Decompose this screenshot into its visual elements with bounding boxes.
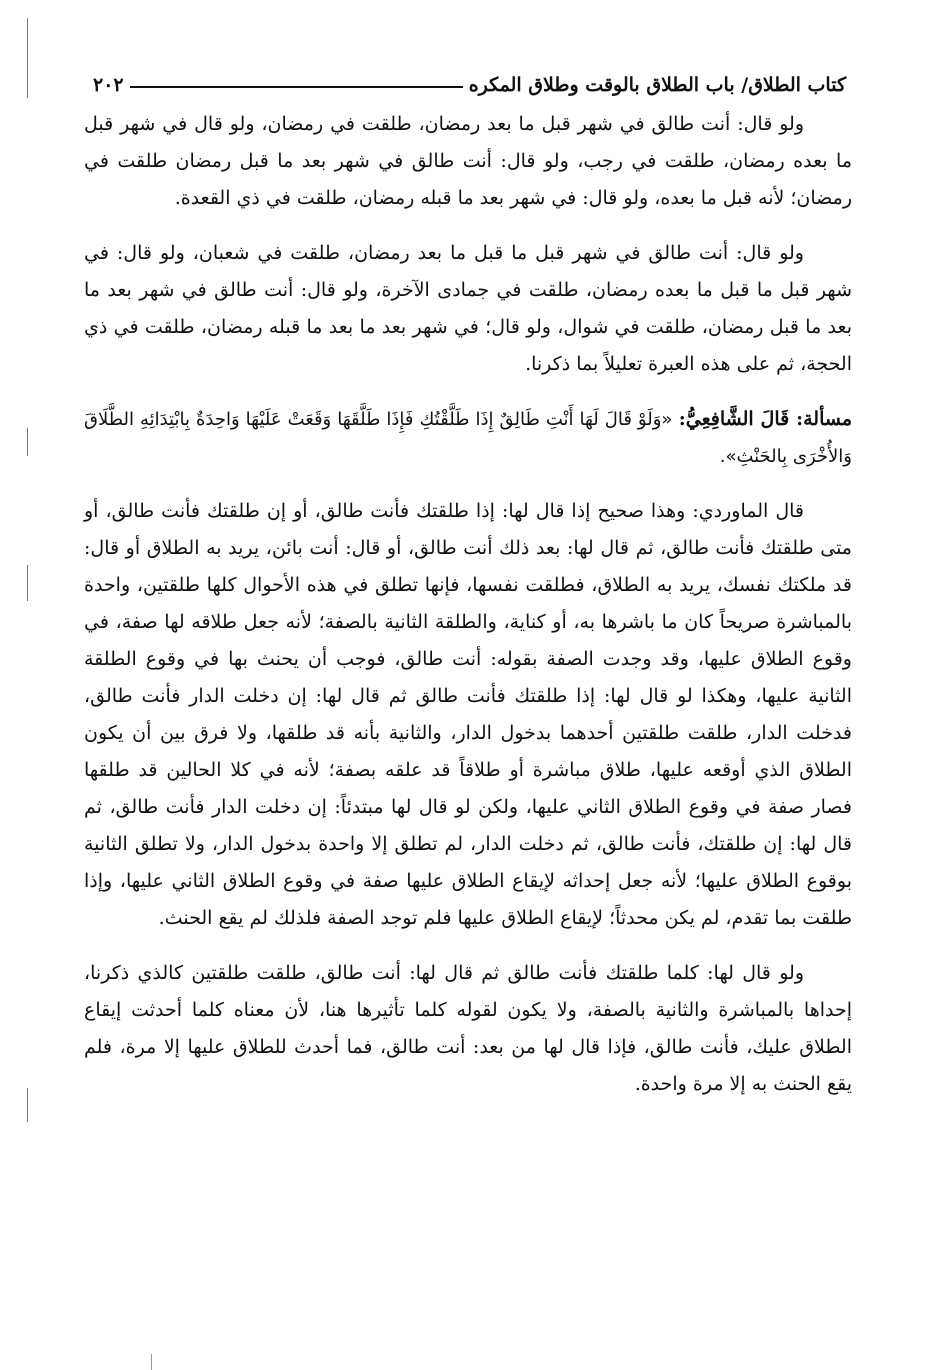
masala-label: مسألة: قَالَ الشَّافِعِيُّ: (678, 408, 852, 430)
header-rule (130, 86, 463, 88)
paragraph: ولو قال لها: كلما طلقتك فأنت طالق ثم قال لها: أنت طالق، طلقت طلقتين كالذي ذكرنا، إحداها بالمباشرة والثانية بالصفة، ولا يكون لقوله كلما تأثيرها هنا، لأن معناه كلما أحدثت إيقاع الطلاق عليك، فأنت طالق، فإذا قال لها من بعد: أنت طالق، فما أحدث للطلاق عليها إلا مرة، فلم يقع الحنث به إلا مرة واحدة. (84, 962, 852, 1095)
page-number: ٢٠٢ (93, 74, 124, 96)
scan-edge-mark (151, 1354, 152, 1370)
paragraph: ولو قال: أنت طالق في شهر قبل ما قبل ما بعد رمضان، طلقت في شعبان، ولو قال: في شهر قبل ما قبل ما بعده رمضان، طلقت في جمادى الآخرة، ولو قال: أنت طالق في شهر بعد ما بعد ما قبل رمضان، طلقت في شوال، ولو قال؛ في شهر بعد ما بعد ما قبله رمضان، طلقت في ذي الحجة، ثم على هذه العبرة تعليلاً بما ذكرنا. (84, 242, 852, 375)
running-header (85, 66, 850, 96)
scan-edge-mark (27, 565, 28, 601)
scan-edge-mark (27, 428, 28, 456)
paragraph: قال الماوردي: وهذا صحيح إذا قال لها: إذا طلقتك فأنت طالق، أو إن طلقتك فأنت طالق، أو متى طلقتك فأنت طالق، ثم قال لها: بعد ذلك أنت طالق، أو قال: أنت بائن، يريد به الطلاق أو قال: قد ملكتك نفسك، يريد به الطلاق، فطلقت نفسها، فإنها تطلق في هذه الأحوال كلها طلقتين، واحدة بالمباشرة صريحاً كان ما باشرها به، أو كناية، والطلقة الثانية بالصفة؛ لأنه جعل طلاقه لها صفة، في وقوع الطلاق عليها، وقد وجدت الصفة بقوله: أنت طالق، فوجب أن يحنث بها في وقوع الطلقة الثانية عليها، وهكذا لو قال لها: إذا طلقتك فأنت طالق ثم قال لها: إن دخلت الدار فأنت طالق، فدخلت الدار، طلقت طلقتين أحدهما بدخول الدار، والثانية بأنه قد طلقها، ولا فرق بين أن يكون الطلاق الذي أوقعه عليها، طلاق مباشرة أو طلاقاً قد علقه بصفة؛ لأنه في كلا الحالين قد طلقها فصار صفة في وقوع الطلاق الثاني عليها، ولكن لو قال لها مبتدئاً: إن دخلت الدار فأنت طالق، ثم قال لها: إن طلقتك، فأنت طالق، ثم دخلت الدار، لم تطلق إلا واحدة بدخول الدار، ولا تطلق الثانية بوقوع الطلاق عليها؛ لأنه جعل إحداثه لإيقاع الطلاق عليها صفة في وقوع الطلاق الثاني عليها، وإذا طلقت بما تقدم، لم يكن محدثاً؛ لإيقاع الطلاق عليها فلم توجد الصفة فلذلك لم يقع الحنث. (84, 500, 852, 929)
page-body (84, 106, 852, 1121)
running-title: كتاب الطلاق/ باب الطلاق بالوقت وطلاق المكره (468, 74, 846, 96)
shafii-quote: «وَلَوْ قَالَ لَهَا أَنْتِ طَالِقٌ إِذَا طَلَّقْتُكِ فَإِذَا طَلَّقَهَا وَقَعَتْ عَلَيْهَا وَاحِدَةٌ بِابْتِدَائِهِ الطَّلَاقَ وَالأُخْرَى بِالحَنْثِ». (84, 409, 852, 467)
scan-edge-mark (27, 1088, 28, 1122)
scan-edge-mark (27, 18, 28, 98)
masala-paragraph (84, 401, 852, 475)
paragraph: ولو قال: أنت طالق في شهر قبل ما بعد رمضان، طلقت في رمضان، ولو قال في شهر قبل ما بعده رمضان، طلقت في رجب، ولو قال: أنت طالق في شهر بعد ما قبل رمضان طلقت في رمضان؛ لأنه قبل ما بعده، ولو قال: في شهر بعد ما قبله رمضان، طلقت في ذي القعدة. (84, 113, 852, 209)
